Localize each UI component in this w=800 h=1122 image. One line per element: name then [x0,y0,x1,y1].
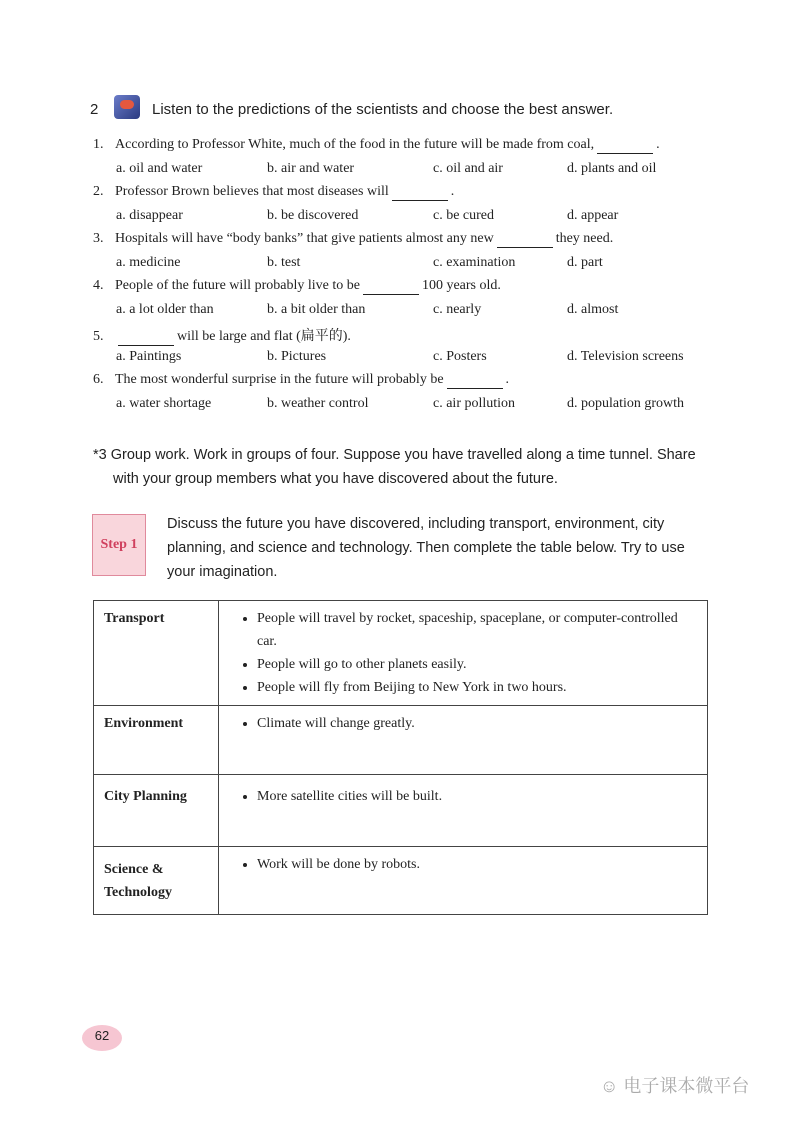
question-text-end: 100 years old. [421,278,501,293]
table-row [94,775,708,847]
radio-listening-icon [114,95,140,119]
answer-blank [497,231,553,248]
table-row [94,847,708,915]
question [93,231,613,248]
group-work-line: with your group members what you have discovered about the future. [113,471,558,487]
step-badge: Step 1 [92,514,146,576]
question-text: People of the future will probably live to be [115,278,360,293]
answer-option: d. Television screens [567,349,684,364]
row-heading: Science & Technology [94,847,219,915]
table-row [94,601,708,706]
answer-option: b. weather control [267,396,369,411]
answer-option: c. nearly [433,302,482,317]
answer-option: a. disappear [116,208,183,223]
answer-option: c. oil and air [433,161,503,176]
answer-option: b. air and water [267,161,355,176]
question-text-end: . [505,372,510,387]
question-number: 2. [93,184,104,199]
answer-option: b. be discovered [267,208,359,223]
answer-option: a. water shortage [116,396,212,411]
question-number: 4. [93,278,104,293]
answer-option: b. a bit older than [267,302,366,317]
question [93,184,454,201]
question-number: 1. [93,137,104,152]
future-table [93,600,708,915]
answer-option: d. population growth [567,396,685,411]
question-text: Professor Brown believes that most diseases will [115,184,389,199]
answer-blank [118,329,174,346]
answer-option: c. Posters [433,349,487,364]
answer-option: c. air pollution [433,396,516,411]
answer-option: b. Pictures [267,349,327,364]
answer-option: c. be cured [433,208,495,223]
question [93,137,660,154]
question [93,325,351,346]
answer-blank [597,137,653,154]
question [93,372,509,389]
table-item: • Work will be done by robots. [257,853,697,876]
exercise-instruction: Listen to the predictions of the scientists and choose the best answer. [152,101,614,118]
answer-option: a. oil and water [116,161,203,176]
table-item: • People will travel by rocket, spaceship, spaceplane, or computer-controlled car. [257,607,697,653]
row-heading: Transport [94,601,219,706]
wechat-icon: ☺ [600,1076,624,1096]
row-heading: Environment [94,706,219,775]
page-number: 62 [82,1025,122,1051]
exercise-number: 2 [90,101,99,118]
watermark-text: 电子课本微平台 [623,1076,750,1096]
answer-option: d. almost [567,302,619,317]
group-work-instruction [93,443,713,491]
question-text-end: . [450,184,455,199]
group-work-line: *3 Group work. Work in groups of four. Suppose you have travelled along a time tunnel. Share [93,447,696,463]
answer-option: a. a lot older than [116,302,214,317]
answer-blank [447,372,503,389]
question [93,278,501,295]
question-text: The most wonderful surprise in the future will probably be [115,372,444,387]
answer-option: d. part [567,255,603,270]
question-number: 5. [93,329,104,344]
question-text-end: . [656,137,660,152]
question-number: 3. [93,231,104,246]
table-item: • Climate will change greatly. [257,712,697,735]
question-text-end: they need. [555,231,614,246]
table-item: • People will fly from Beijing to New York in two hours. [257,676,697,699]
table-item: • More satellite cities will be built. [257,785,697,808]
answer-option: d. appear [567,208,619,223]
answer-option: a. Paintings [116,349,182,364]
answer-option: c. examination [433,255,516,270]
question-text: Hospitals will have “body banks” that give patients almost any new [115,231,494,246]
question-number: 6. [93,372,104,387]
step-instruction: Discuss the future you have discovered, including transport, environment, city planning, and science and technology. Then complete the table below. Try to use your imagination. [167,516,685,580]
answer-option: b. test [267,255,301,270]
table-item: • People will go to other planets easily. [257,653,697,676]
answer-option: d. plants and oil [567,161,657,176]
answer-option: a. medicine [116,255,181,270]
question-text-end: will be large and flat (扁平的). [177,329,351,344]
table-row [94,706,708,775]
watermark [600,1072,749,1098]
answer-blank [363,278,419,295]
answer-blank [392,184,448,201]
row-heading: City Planning [94,775,219,847]
question-text: According to Professor White, much of the food in the future will be made from coal, [115,137,595,152]
